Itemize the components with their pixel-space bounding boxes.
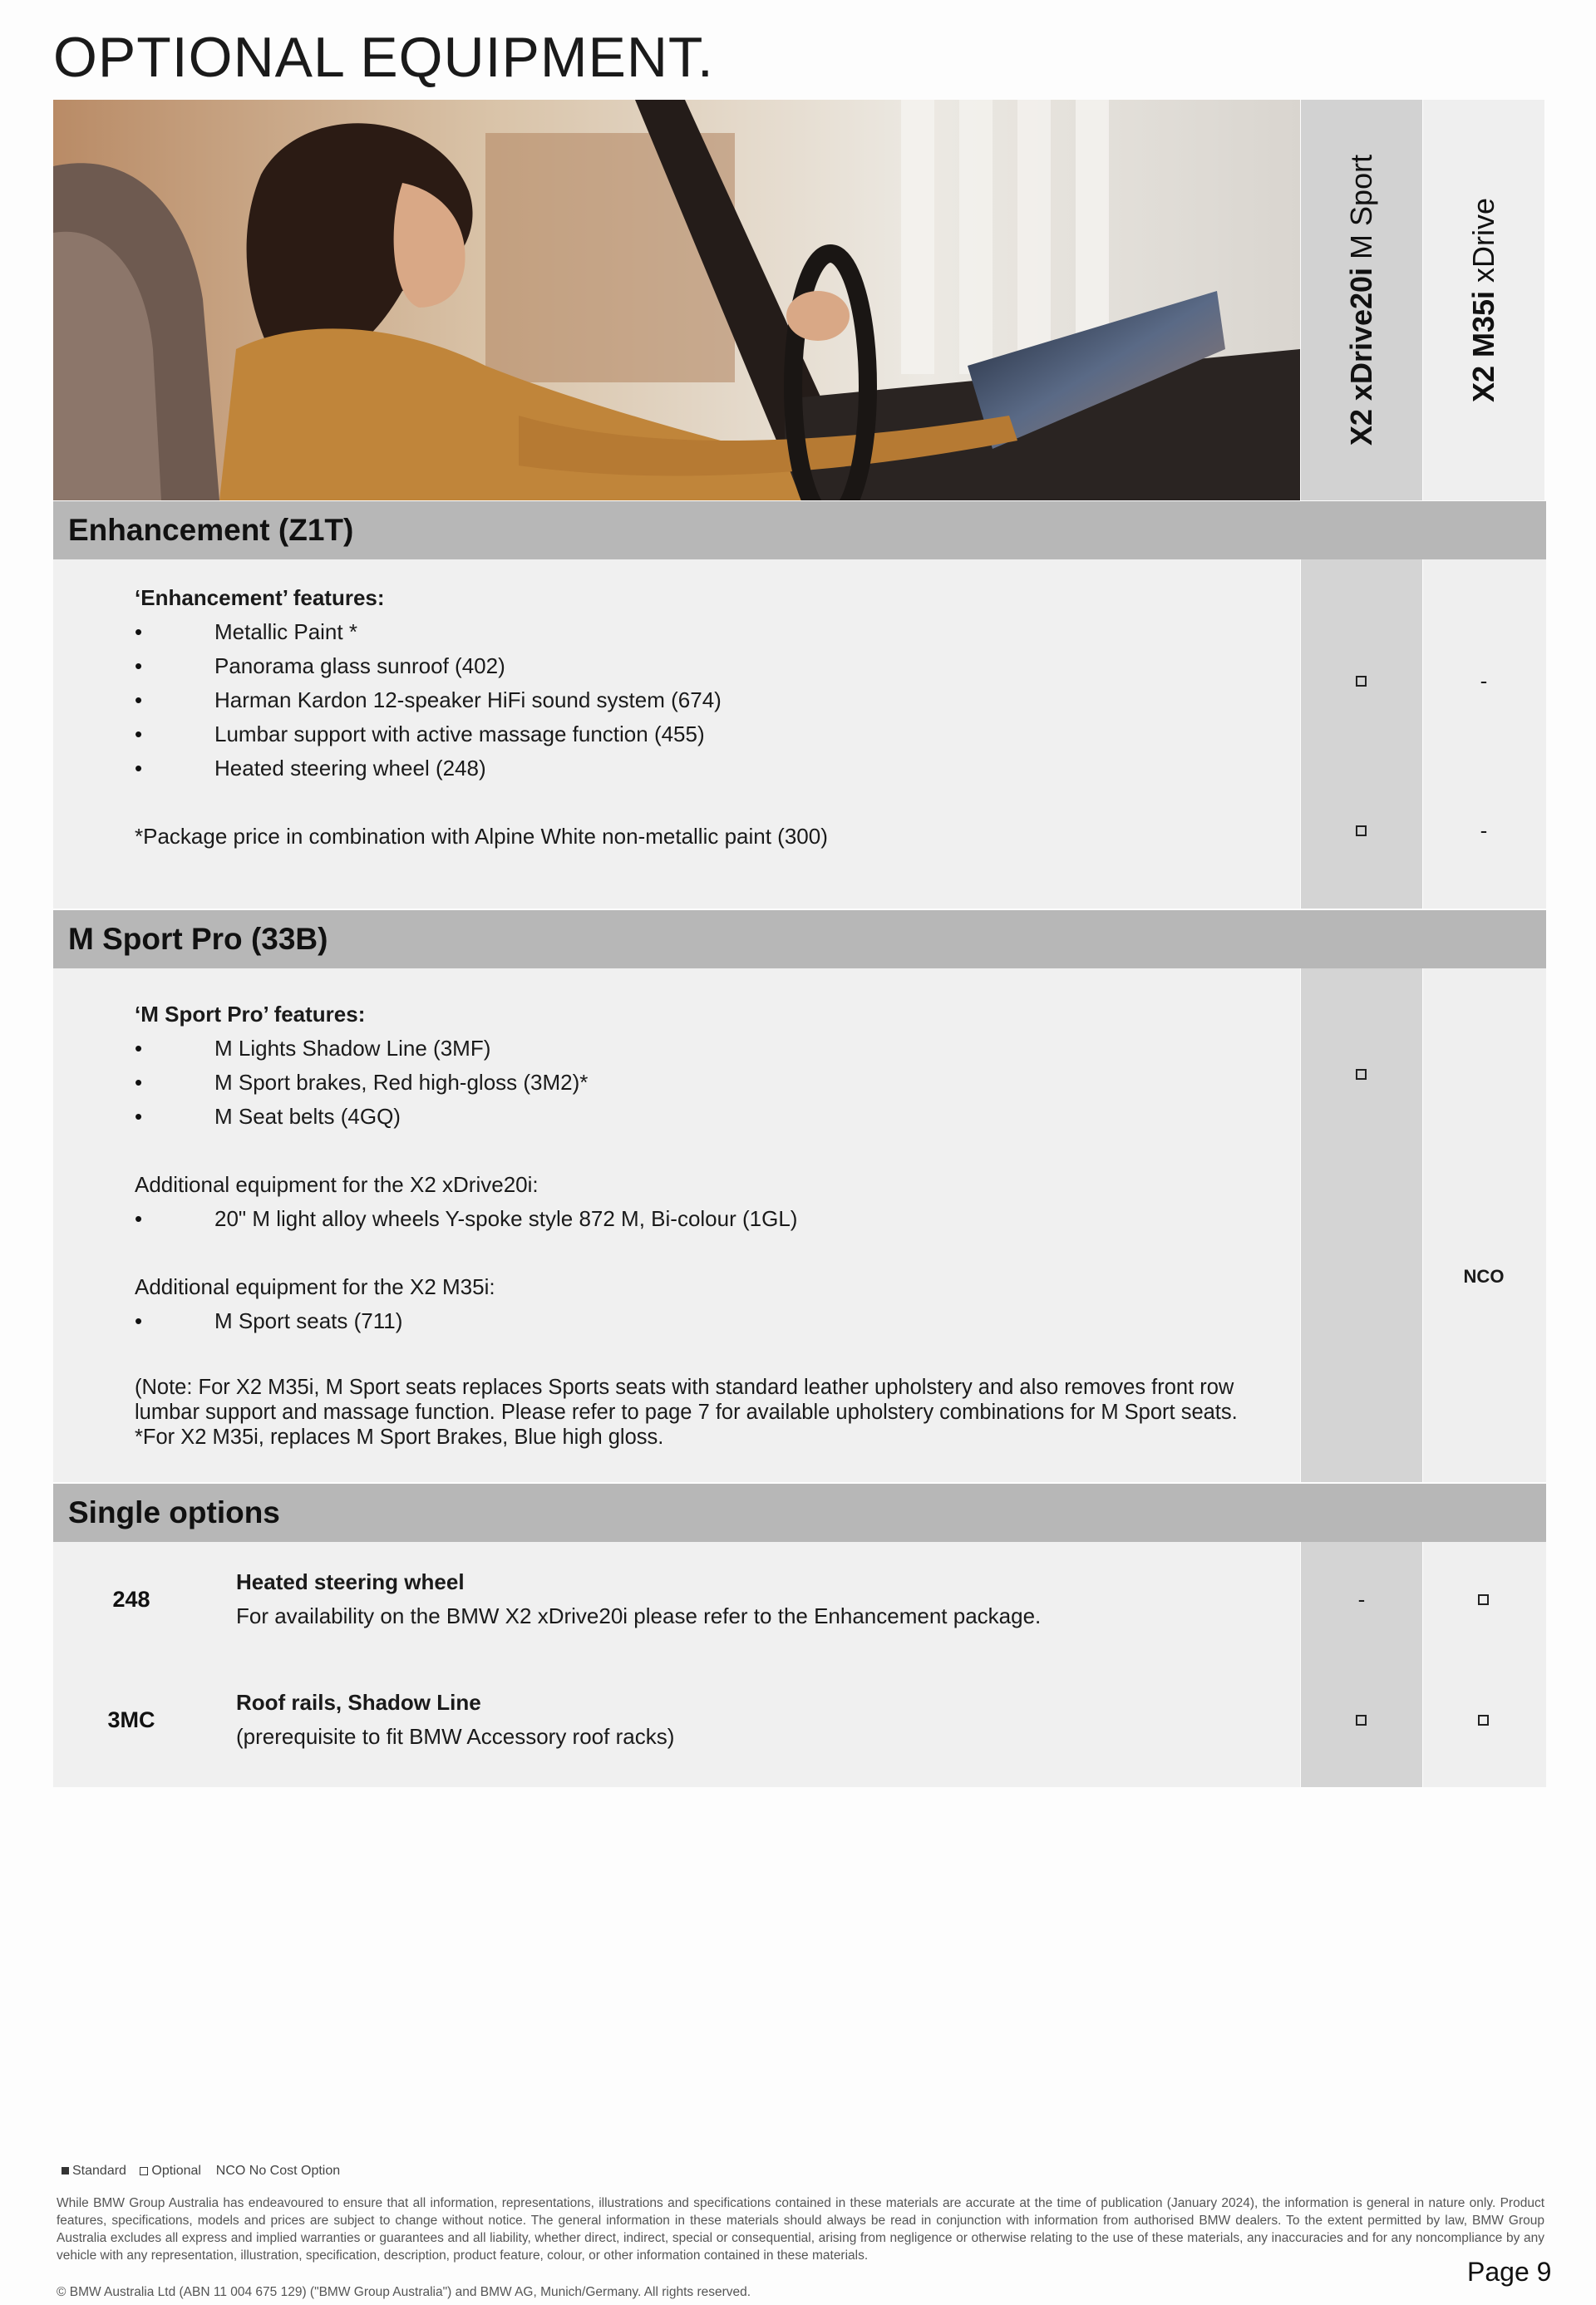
feature-item: M Sport seats (711) (214, 1308, 403, 1333)
section-header-enhancement (53, 501, 1546, 559)
option-code: 3MC (107, 1707, 155, 1732)
not-available-mark: - (1480, 668, 1488, 693)
option-description: For availability on the BMW X2 xDrive20i please refer to the Enhancement package. (236, 1603, 1042, 1628)
bullet-dot: • (135, 756, 143, 781)
standard-icon (62, 2167, 69, 2174)
not-available-mark: - (1357, 1587, 1366, 1612)
optional-icon (140, 2167, 148, 2175)
features-heading: ‘Enhancement’ features: (135, 585, 385, 610)
column-model-bold: X2 xDrive20i (1344, 267, 1379, 446)
note-line: (Note: For X2 M35i, M Sport seats replaces Sports seats with standard leather upholstery and also removes front row (135, 1376, 1234, 1399)
option-code: 248 (112, 1587, 150, 1612)
hero-image (53, 100, 1300, 500)
additional-heading: Additional equipment for the X2 M35i: (135, 1274, 495, 1299)
bullet-dot: • (135, 1104, 143, 1129)
nco-mark: NCO (1463, 1266, 1505, 1287)
column-model-rest: xDrive (1466, 197, 1500, 291)
legend-standard: Standard (72, 2164, 126, 2178)
legend (62, 2164, 340, 2179)
optional-icon (1356, 1715, 1367, 1726)
msport-note (135, 1375, 1315, 1450)
option-description: (prerequisite to fit BMW Accessory roof racks) (236, 1724, 675, 1749)
legend-optional: Optional (151, 2164, 201, 2178)
section-body-enhancement (53, 559, 1546, 909)
bullet-dot: • (135, 619, 143, 644)
section-body-single-options (53, 1542, 1546, 1787)
note-line: *For X2 M35i, replaces M Sport Brakes, Blue high gloss. (135, 1426, 664, 1449)
bullet-dot: • (135, 1070, 143, 1095)
page-title: OPTIONAL EQUIPMENT. (53, 26, 714, 89)
features-heading: ‘M Sport Pro’ features: (135, 1002, 366, 1027)
disclaimer: While BMW Group Australia has endeavoured to ensure that all information, representations, illustrations and specifications contained in these materials are accurate at the time of publication (January 2024), the information is general in nature only. Product features, specifications, models and prices are subject to change without notice. The general information in these materials should always be read in conjunction with information from authorised BMW dealers. To the extent permitted by law, BMW Group Australia excludes all express and implied warranties or guarantees and all liability, whether direct, indirect, special or consequential, arising from negligence or otherwise relating to the use of these materials, any inaccuracies and for any noncompliance by any vehicle with any representation, illustration, specification, description, product feature, colour, or other information contained in these materials. (57, 2196, 1544, 2263)
feature-item: M Lights Shadow Line (3MF) (214, 1036, 491, 1061)
bullet-dot: • (135, 1036, 143, 1061)
column-header-x2-m35i (1423, 100, 1544, 500)
legend-nco: NCO No Cost Option (215, 2164, 341, 2178)
bullet-dot: • (135, 1308, 143, 1333)
column-model-rest: M Sport (1344, 154, 1379, 268)
section-title: Enhancement (Z1T) (68, 513, 354, 547)
optional-icon (1478, 1715, 1489, 1726)
bullet-dot: • (135, 722, 143, 746)
feature-item: M Sport brakes, Red high-gloss (3M2)* (214, 1070, 589, 1095)
copyright: © BMW Australia Ltd (ABN 11 004 675 129) ("BMW Group Australia") and BMW AG, Munich/Germany. All rights reserved. (57, 2285, 751, 2299)
optional-icon (1356, 676, 1367, 687)
column-header-x2-xdrive20i (1301, 100, 1422, 500)
package-footnote: *Package price in combination with Alpine White non-metallic paint (300) (135, 824, 828, 849)
optional-icon (1356, 1069, 1367, 1080)
note-line: lumbar support and massage function. Please refer to page 7 for available upholstery combinations for M Sport seats. (135, 1401, 1238, 1424)
bullet-dot: • (135, 1206, 143, 1231)
section-title: M Sport Pro (33B) (68, 922, 328, 956)
feature-item: 20" M light alloy wheels Y-spoke style 872 M, Bi-colour (1GL) (214, 1206, 798, 1231)
option-name: Roof rails, Shadow Line (236, 1690, 481, 1715)
feature-item: Heated steering wheel (248) (214, 756, 486, 781)
section-header-single-options (53, 1484, 1546, 1542)
optional-icon (1356, 825, 1367, 836)
optional-icon (1478, 1594, 1489, 1605)
page-number: Page 9 (1467, 2257, 1552, 2287)
bullet-dot: • (135, 687, 143, 712)
feature-item: Harman Kardon 12-speaker HiFi sound system (674) (214, 687, 722, 712)
feature-item: Lumbar support with active massage function (455) (214, 722, 705, 746)
column-model-bold: X2 M35i (1466, 290, 1500, 403)
not-available-mark: - (1480, 818, 1488, 843)
option-name: Heated steering wheel (236, 1569, 465, 1594)
section-body-msport-pro (53, 968, 1546, 1482)
section-title: Single options (68, 1495, 280, 1529)
bullet-dot: • (135, 653, 143, 678)
additional-heading: Additional equipment for the X2 xDrive20i: (135, 1172, 539, 1197)
section-header-msport-pro (53, 910, 1546, 968)
feature-item: Panorama glass sunroof (402) (214, 653, 505, 678)
feature-item: M Seat belts (4GQ) (214, 1104, 401, 1129)
feature-item: Metallic Paint * (214, 619, 357, 644)
